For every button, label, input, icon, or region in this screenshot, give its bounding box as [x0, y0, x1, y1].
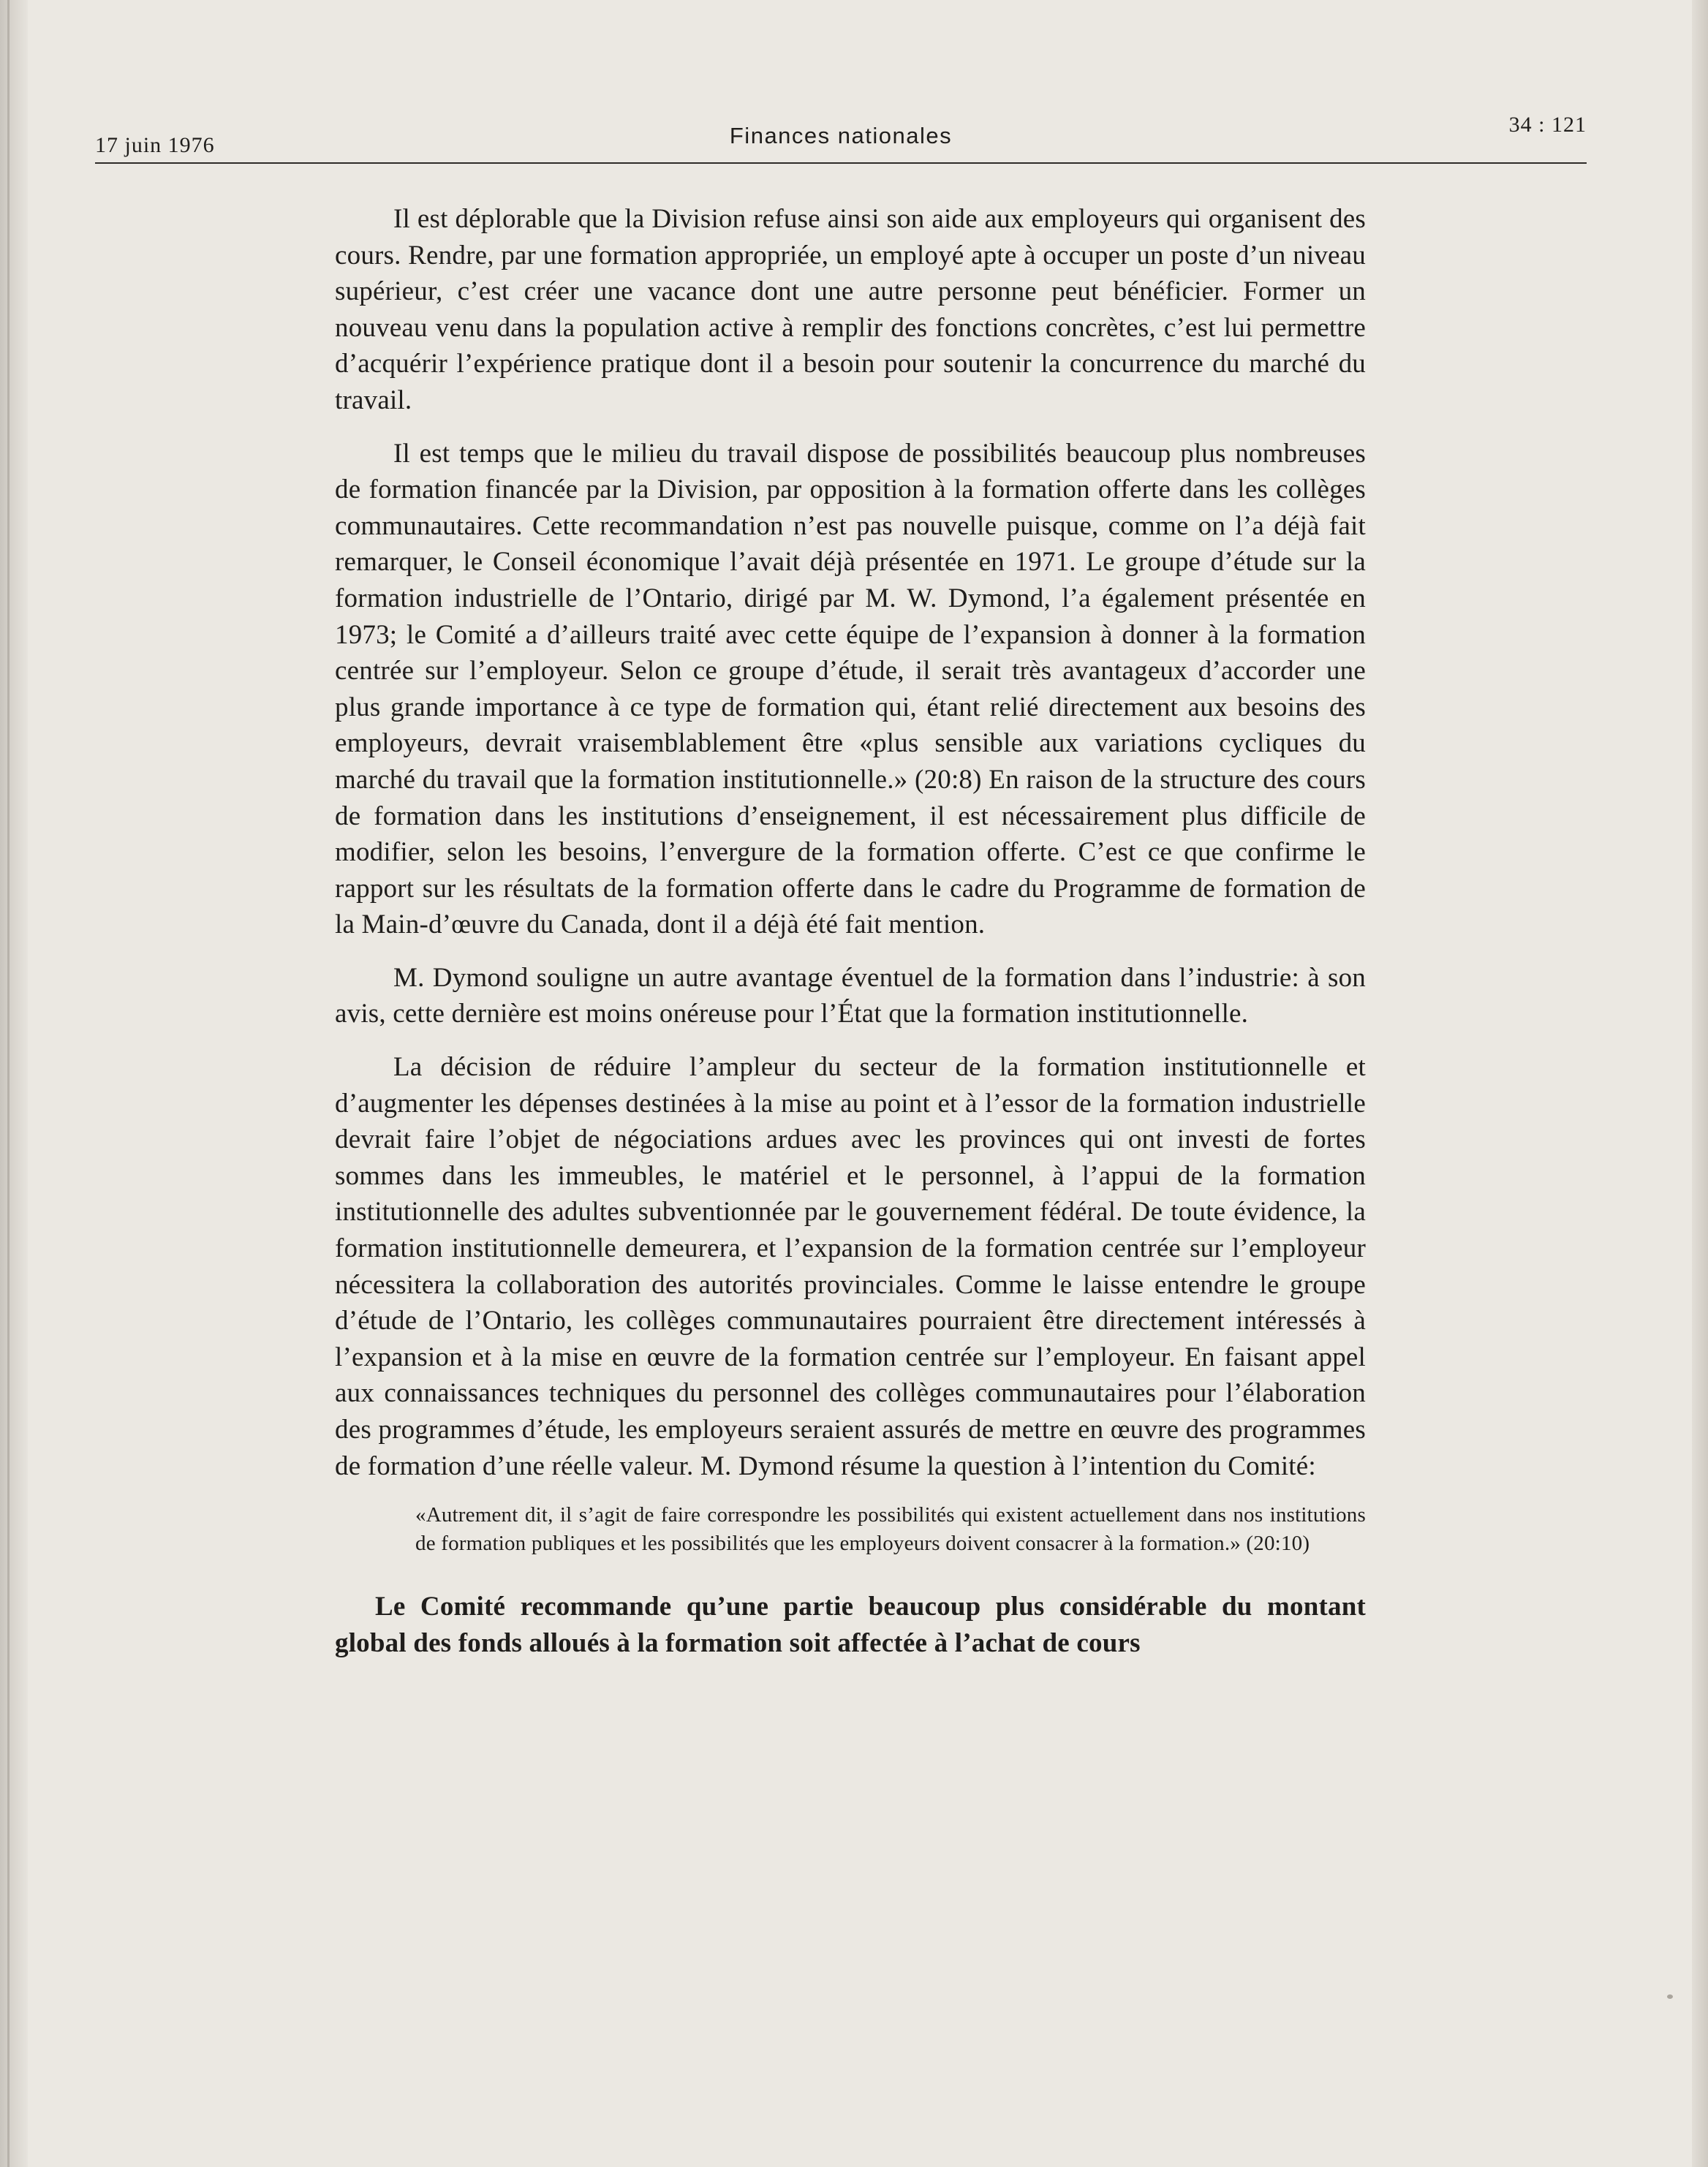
header-rule: [95, 162, 1587, 164]
header-title: Finances nationales: [729, 123, 953, 148]
block-quote: «Autrement dit, il s’agit de faire correspondre les possibilités qui existent actuellement dans nos institutions de formation publiques et les possibilités que les employeurs doivent consacrer à la formation.» (20:10): [415, 1503, 1366, 1556]
page-binding-edge: [0, 0, 28, 2167]
recommendation-text: Le Comité recommande qu’une partie beaucoup plus considérable du montant global des fonds alloués à la formation soit affectée à l’achat de cours: [335, 1592, 1366, 1659]
paragraph-1: Il est déplorable que la Division refuse ainsi son aide aux employeurs qui organisent des cours. Rendre, par une formation appropriée, un employé apte à occuper un poste d’un niveau supérieur, c’est créer une vacance dont une autre personne peut bénéficier. Former un nouveau venu dans la population active à remplir des fonctions concrètes, c’est lui permettre d’acquérir l’expérience pratique dont il a besoin pour soutenir la concurrence du marché du travail.: [335, 204, 1366, 415]
page-right-edge: [1692, 0, 1708, 2167]
paper-speck: [1667, 1994, 1673, 1999]
page-header: [95, 102, 1587, 161]
body-text: [335, 201, 1366, 1662]
paragraph-2: Il est temps que le milieu du travail dispose de possibilités beaucoup plus nombreuses de formation financée par la Division, par opposition à la formation offerte dans les collèges communautaires. Cette recommandation n’est pas nouvelle puisque, comme on l’a déjà fait remarquer, le Conseil économique l’avait déjà présentée en 1971. Le groupe d’étude sur la formation industrielle de l’Ontario, dirigé par M. W. Dymond, l’a également présentée en 1973; le Comité a d’ailleurs traité avec cette équipe de l’expansion à donner à la formation centrée sur l’employeur. Selon ce groupe d’étude, il serait très avantageux d’accorder une plus grande importance à ce type de formation qui, étant relié directement aux besoins des employeurs, devrait vraisemblablement être «plus sensible aux variations cycliques du marché du travail que la formation institutionnelle.» (20:8) En raison de la structure des cours de formation dans les institutions d’enseignement, il est nécessairement plus difficile de modifier, selon les besoins, l’envergure de la formation offerte. C’est ce que confirme le rapport sur les résultats de la formation offerte dans le cadre du Programme de formation de la Main-d’œuvre du Canada, dont il a déjà été fait mention.: [335, 438, 1366, 940]
header-date: 17 juin 1976: [95, 133, 215, 157]
paragraph-4: La décision de réduire l’ampleur du secteur de la formation institutionnelle et d’augmenter les dépenses destinées à la mise au point et à l’essor de la formation industrielle devrait faire l’objet de négociations ardues avec les provinces qui ont investi de fortes sommes dans les immeubles, le matériel et le personnel, à l’appui de la formation institutionnelle des adultes subventionnée par le gouvernement fédéral. De toute évidence, la formation institutionnelle demeurera, et l’expansion de la formation centrée sur l’employeur nécessitera la collaboration des autorités provinciales. Comme le laisse entendre le groupe d’étude de l’Ontario, les collèges communautaires pourraient être directement intéressés à l’expansion et à la mise en œuvre de la formation centrée sur l’employeur. En faisant appel aux connaissances techniques du personnel des collèges communautaires pour l’élaboration des programmes d’étude, les employeurs seraient assurés de mettre en œuvre des programmes de formation d’une réelle valeur. M. Dymond résume la question à l’intention du Comité:: [335, 1052, 1366, 1481]
paragraph-3: M. Dymond souligne un autre avantage éventuel de la formation dans l’industrie: à son avis, cette dernière est moins onéreuse pour l’État que la formation institutionnelle.: [335, 962, 1366, 1029]
header-page-number: 34 : 121: [1508, 113, 1587, 137]
